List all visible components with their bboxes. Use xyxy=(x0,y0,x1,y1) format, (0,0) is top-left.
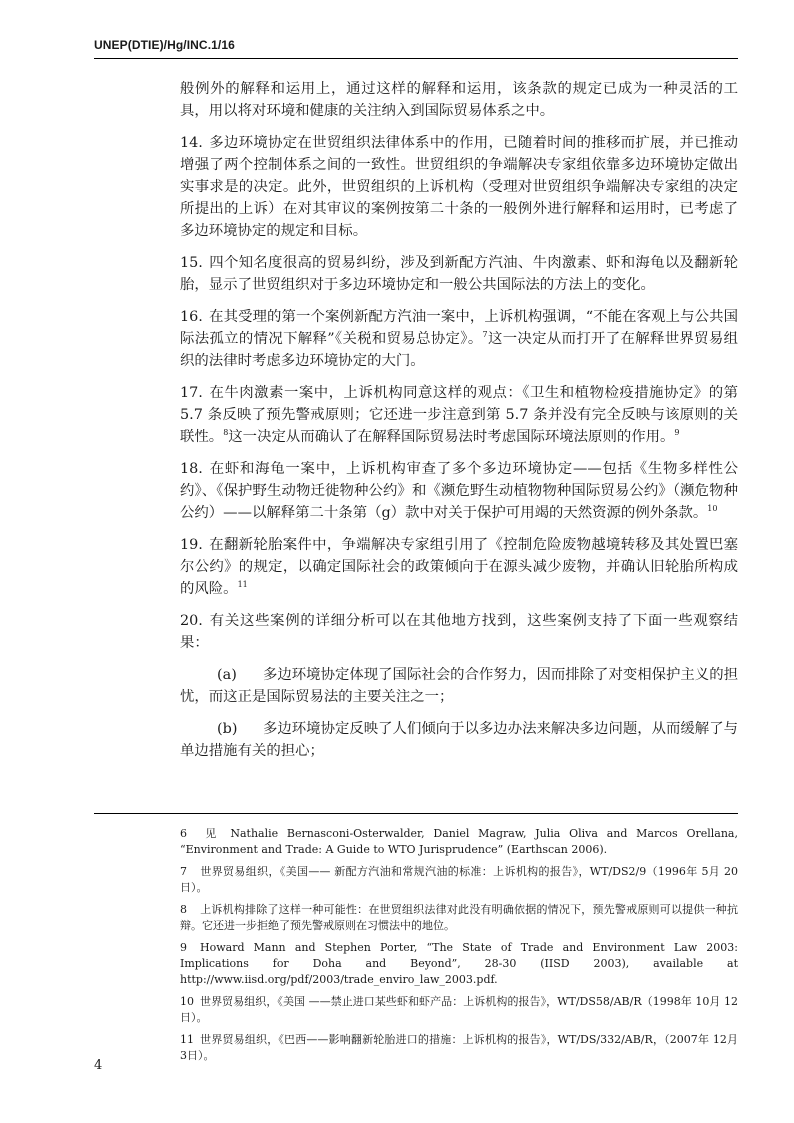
footnote-number: 11 xyxy=(180,1033,194,1046)
page-number: 4 xyxy=(94,1058,103,1073)
paragraph-15 xyxy=(180,252,738,296)
subparagraph-a xyxy=(180,664,738,708)
paragraph-number: 19. xyxy=(180,537,203,553)
paragraph-number: 20. xyxy=(180,613,203,629)
footnote-ref-9[interactable]: 9 xyxy=(674,428,680,438)
footnote-text: 世界贸易组织，《美国—— 新配方汽油和常规汽油的标准：上诉机构的报告》，WT/DS2/9（1996年 5月 20日）。 xyxy=(180,865,738,894)
footnote-text: 世界贸易组织，《美国 ——禁止进口某些虾和虾产品：上诉机构的报告》，WT/DS58/AB/R（1998年 10月 12日）。 xyxy=(180,995,738,1024)
paragraph-text-cont: 这一决定从而确认了在解释国际贸易法时考虑国际环境法原则的作用。 xyxy=(228,429,675,445)
footnote-ref-7[interactable]: 7 xyxy=(482,330,488,340)
footnote-separator xyxy=(94,813,738,814)
header-rule xyxy=(94,58,738,59)
paragraph-16 xyxy=(180,306,738,372)
paragraph-text: 多边环境协定在世贸组织法律体系中的作用，已随着时间的推移而扩展，并已推动增强了两个控制体系之间的一致性。世贸组织的争端解决专家组依靠多边环境协定做出实事求是的决定。此外，世贸组织的上诉机构（受理对世贸组织争端解决专家组的决定所提出的上诉）在对其审议的案例按第二十条的一般例外进行解释和运用时，已考虑了多边环境协定的规定和目标。 xyxy=(180,135,738,239)
subparagraph-b xyxy=(180,718,738,762)
footnote-text: 世界贸易组织，《巴西——影响翻新轮胎进口的措施：上诉机构的报告》，WT/DS/332/AB/R，（2007年 12月 3日）。 xyxy=(180,1033,738,1062)
subparagraph-label: (a) xyxy=(217,667,237,683)
footnote-10 xyxy=(180,994,738,1026)
paragraph-number: 14. xyxy=(180,135,203,151)
paragraph-14 xyxy=(180,132,738,242)
paragraph-19 xyxy=(180,534,738,600)
subparagraph-text: 多边环境协定体现了国际社会的合作努力，因而排除了对变相保护主义的担忧，而这正是国际贸易法的主要关注之一； xyxy=(180,667,738,705)
paragraph-number: 16. xyxy=(180,309,203,325)
footnote-text: 见 Nathalie Bernasconi-Osterwalder, Daniel Magraw, Julia Oliva and Marcos Orellana, “Environment and Trade: A Guide to WTO Jurisprudence” (Earthscan 2006). xyxy=(180,827,738,856)
footnote-ref-11[interactable]: 11 xyxy=(237,580,248,590)
paragraph-18 xyxy=(180,458,738,524)
footnote-11 xyxy=(180,1032,738,1064)
paragraph-text: 有关这些案例的详细分析可以在其他地方找到，这些案例支持了下面一些观察结果： xyxy=(180,613,738,651)
page-header xyxy=(94,38,738,52)
paragraph-text: 在牛肉激素一案中，上诉机构同意这样的观点：《卫生和植物检疫措施协定》的第 5.7 条反映了预先警戒原则；它还进一步注意到第 5.7 条并没有完全反映与该原则的关联性。 xyxy=(180,385,738,445)
paragraph-text: 在其受理的第一个案例新配方汽油一案中，上诉机构强调，“不能在客观上与公共国际法孤立的情况下解释”《关税和贸易总协定》。 xyxy=(180,309,738,347)
footnote-number: 6 xyxy=(180,827,187,840)
paragraph-number: 15. xyxy=(180,255,203,271)
footnote-6 xyxy=(180,826,738,858)
footnote-number: 10 xyxy=(180,995,194,1008)
footnote-ref-10[interactable]: 10 xyxy=(707,504,718,514)
paragraph-text: 般例外的解释和运用上，通过这样的解释和运用，该条款的规定已成为一种灵活的工具，用以将对环境和健康的关注纳入到国际贸易体系之中。 xyxy=(180,81,738,119)
paragraph-text: 四个知名度很高的贸易纠纷，涉及到新配方汽油、牛肉激素、虾和海龟以及翻新轮胎，显示了世贸组织对于多边环境协定和一般公共国际法的方法上的变化。 xyxy=(180,255,738,293)
footnote-7 xyxy=(180,864,738,896)
footnote-number: 7 xyxy=(180,865,187,878)
paragraph-17 xyxy=(180,382,738,448)
subparagraph-text: 多边环境协定反映了人们倾向于以多边办法来解决多边问题，从而缓解了与单边措施有关的担心； xyxy=(180,721,738,759)
footnote-number: 8 xyxy=(180,903,187,916)
paragraph-number: 18. xyxy=(180,461,203,477)
paragraph-20 xyxy=(180,610,738,654)
footnote-ref-8[interactable]: 8 xyxy=(223,428,229,438)
footnotes xyxy=(180,826,738,1070)
document-symbol: UNEP(DTIE)/Hg/INC.1/16 xyxy=(94,38,235,52)
footnote-text: 上诉机构排除了这样一种可能性：在世贸组织法律对此没有明确依据的情况下，预先警戒原则可以提供一种抗辩。它还进一步拒绝了预先警戒原则在习惯法中的地位。 xyxy=(180,903,738,932)
body-text xyxy=(180,78,738,772)
footnote-number: 9 xyxy=(180,941,187,954)
paragraph-text: 在翻新轮胎案件中，争端解决专家组引用了《控制危险废物越境转移及其处置巴塞尔公约》的规定，以确定国际社会的政策倾向于在源头减少废物，并确认旧轮胎所构成的风险。 xyxy=(180,537,738,597)
paragraph-text: 在虾和海龟一案中，上诉机构审查了多个多边环境协定——包括《生物多样性公约》、《保护野生动物迁徙物种公约》和《濒危野生动植物物种国际贸易公约》（濒危物种公约）——以解释第二十条第（g）款中对关于保护可用竭的天然资源的例外条款。 xyxy=(180,461,738,521)
paragraph-number: 17. xyxy=(180,385,203,401)
paragraph-text-cont: 这一决定从而打开了在解释世界贸易组织的法律时考虑多边环境协定的大门。 xyxy=(180,331,738,369)
paragraph-continuation xyxy=(180,78,738,122)
footnote-text: Howard Mann and Stephen Porter, “The State of Trade and Environment Law 2003: Implications for Doha and Beyond”, 28-30 (IISD 2003), available at http://www.iisd.org/pdf/2003/trade_enviro_law_2003.pdf. xyxy=(180,941,738,986)
footnote-9 xyxy=(180,940,738,988)
footnote-8 xyxy=(180,902,738,934)
subparagraph-label: (b) xyxy=(217,721,238,737)
